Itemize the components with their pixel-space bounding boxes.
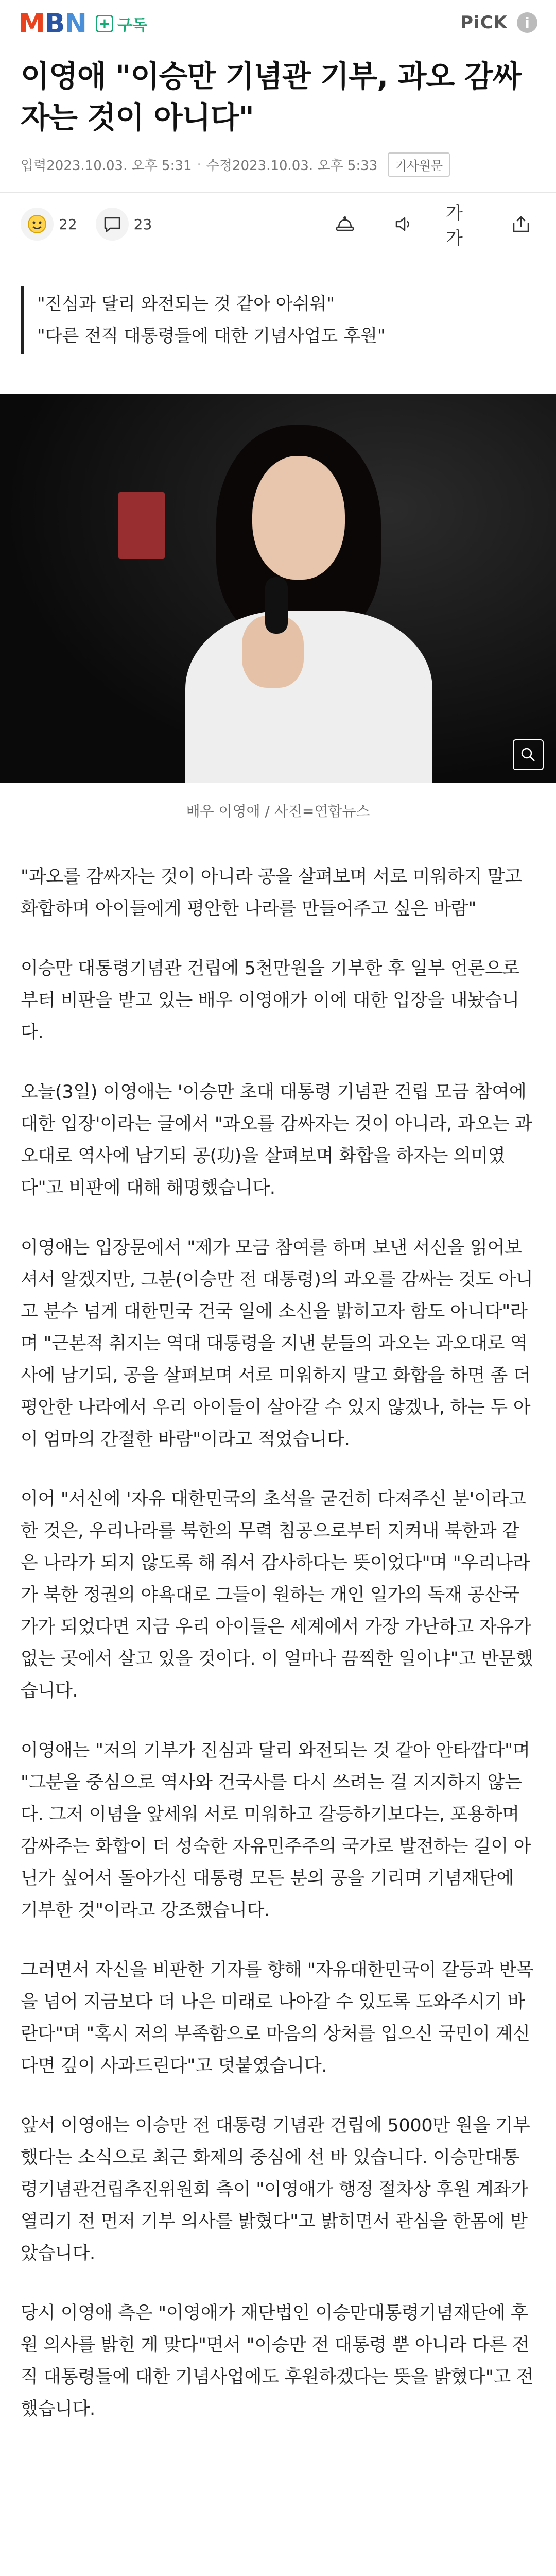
subtitle-quote-box — [21, 286, 535, 354]
info-icon[interactable]: i — [517, 12, 537, 33]
edit-time: 수정2023.10.03. 오후 5:33 — [206, 158, 378, 174]
share-icon[interactable] — [505, 208, 537, 241]
comment-button[interactable] — [96, 208, 152, 241]
backdrop-logo — [118, 492, 165, 559]
article-body — [21, 861, 535, 2425]
reaction-count: 22 — [59, 215, 77, 233]
article-meta — [21, 152, 535, 177]
subtitle-line: "진심과 달리 와전되는 것 같아 아쉬워" — [37, 294, 335, 314]
body-paragraph: 오늘(3일) 이영애는 '이승만 초대 대통령 기념관 건립 모금 참여에 대한 입장'이라는 글에서 "과오를 감싸자는 것이 아니라, 과오는 과오대로 역사에 남기되 공(功)을 살펴보며 화합을 하자는 의미였다"고 비판에 대해 해명했습니다. — [21, 1082, 532, 1198]
original-article-button[interactable]: 기사원문 — [388, 152, 450, 177]
emoji-reaction-icon — [21, 208, 54, 241]
mbn-logo[interactable]: M B N — [19, 8, 86, 39]
body-paragraph: 앞서 이영애는 이승만 전 대통령 기념관 건립에 5000만 원을 기부했다는 소식으로 최근 화제의 중심에 선 바 있습니다. 이승만대통령기념관건립추진위원회 측이 "이영애가 행정 절차상 후원 계좌가 열리기 전 먼저 기부 의사를 밝혔다"고 밝히면서 관심을 한몸에 받았습니다. — [21, 2115, 530, 2264]
body-paragraph: 이영애는 입장문에서 "제가 모금 참여를 하며 보낸 서신을 읽어보셔서 알겠지만, 그분(이승만 전 대통령)의 과오를 감싸는 것도 아니고 분수 넘게 대한민국 건국 일에 소신을 밝히고자 함도 아니다"라며 "근본적 취지는 역대 대통령을 지낸 분들의 과오는 과오대로 역사에 남기되, 공을 살펴보며 서로 미워하지 말고 화합을 하면 좀 더 평안한 나라에서 우리 아이들이 살아갈 수 있지 않겠나, 하는 두 아이 엄마의 간절한 바람"이라고 적었습니다. — [21, 1238, 533, 1450]
article-title: 이영애 "이승만 기념관 기부, 과오 감싸자는 것이 아니다" — [21, 59, 521, 135]
pick-label: PiCK — [460, 12, 508, 33]
comment-count: 23 — [133, 215, 152, 233]
comment-icon — [96, 208, 129, 241]
plus-icon: + — [96, 15, 113, 32]
body-paragraph: 당시 이영애 측은 "이영애가 재단법인 이승만대통령기념재단에 후원 의사를 밝힌 게 맞다"면서 "이승만 전 대통령 뿐 아니라 다른 전직 대통령들에 대한 기념사업에도 후원하겠다는 뜻을 밝혔다"고 전했습니다. — [21, 2303, 534, 2419]
top-bar — [0, 0, 556, 47]
body-paragraph: 이영애는 "저의 기부가 진심과 달리 와전되는 것 같아 안타깝다"며 "그분을 중심으로 역사와 건국사를 다시 쓰려는 걸 지지하지 않는다. 그저 이념을 앞세워 서로 미워하고 갈등하기보다는, 포용하며 감싸주는 화합이 더 성숙한 자유민주주의 국가로 발전하는 길이 아닌가 싶어서 돌아가신 대통령 모든 분의 공을 기리며 기념재단에 기부한 것"이라고 강조했습니다. — [21, 1740, 531, 1921]
font-size-button[interactable]: 가가 — [446, 203, 463, 249]
body-paragraph: "과오를 감싸자는 것이 아니라 공을 살펴보며 서로 미워하지 말고 화합하며 아이들에게 평안한 나라를 만들어주고 싶은 바람" — [21, 867, 522, 919]
read-aloud-icon[interactable] — [328, 208, 361, 241]
subscribe-label: 구독 — [117, 16, 147, 35]
photo-caption: 배우 이영애 / 사진=연합뉴스 — [186, 803, 370, 820]
person-body — [185, 611, 432, 783]
emoji-reaction-button[interactable] — [21, 208, 77, 241]
zoom-icon[interactable] — [513, 739, 544, 770]
body-paragraph: 이승만 대통령기념관 건립에 5천만원을 기부한 후 일부 언론으로부터 비판을 받고 있는 배우 이영애가 이에 대한 입장을 내놨습니다. — [21, 958, 520, 1043]
article-photo[interactable] — [0, 394, 556, 783]
person-face — [252, 456, 345, 580]
input-time: 입력2023.10.03. 오후 5:31 — [21, 158, 192, 174]
body-paragraph: 이어 "서신에 '자유 대한민국의 초석을 굳건히 다져주신 분'이라고 한 것은, 우리나라를 북한의 무력 침공으로부터 지켜내 북한과 같은 나라가 되지 않도록 해 줘서 감사하다는 뜻이었다"며 "우리나라가 북한 정권의 야욕대로 그들이 원하는 개인 일가의 독재 공산국가가 되었다면 지금 우리 아이들은 세계에서 가장 가난하고 자유가 없는 곳에서 살고 있을 것이다. 이 얼마나 끔찍한 일이냐"고 반문했습니다. — [21, 1489, 533, 1701]
subscribe-button[interactable] — [96, 12, 147, 35]
article-actions — [0, 193, 556, 255]
body-paragraph: 그러면서 자신을 비판한 기자를 향해 "자유대한민국이 갈등과 반목을 넘어 지금보다 더 나은 미래로 나아갈 수 있도록 도와주시기 바란다"며 "혹시 저의 부족함으로 마음의 상처를 입으신 국민이 계신다면 깊이 사과드린다"고 덧붙였습니다. — [21, 1960, 534, 2076]
speaker-icon[interactable] — [387, 208, 420, 241]
subtitle-line: "다른 전직 대통령들에 대한 기념사업도 후원" — [37, 326, 386, 346]
meta-separator: · — [197, 157, 201, 173]
microphone — [265, 577, 288, 634]
